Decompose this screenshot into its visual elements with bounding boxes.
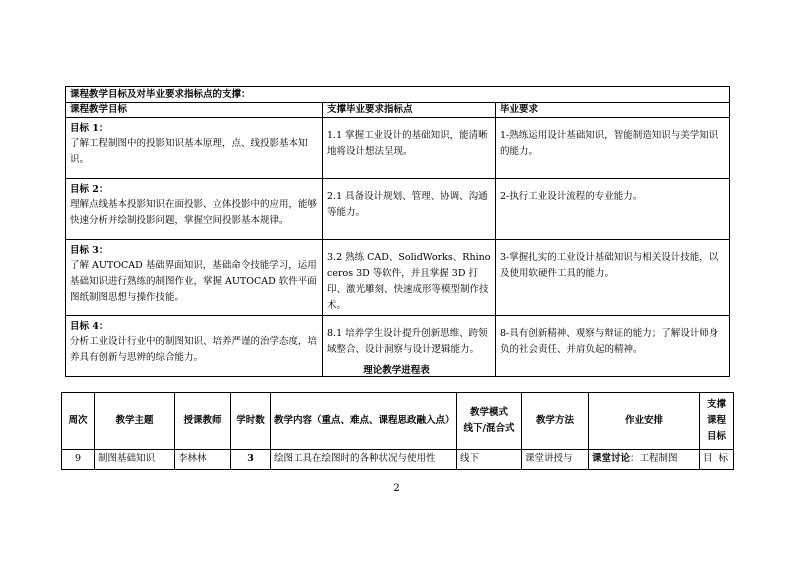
objective-label: 目标 2： (70, 184, 109, 195)
header-objective: 课程教学目标 (66, 103, 323, 118)
table-row (62, 450, 734, 470)
table-row (66, 240, 730, 316)
objective-label: 目标 3： (70, 245, 109, 256)
teaching-progress-table (61, 392, 734, 470)
indicator-cell: 1.1 掌握工业设计的基础知识，能清晰地将设计想法呈现。 (323, 118, 496, 179)
header-teacher: 授课教师 (175, 393, 231, 450)
topic-cell: 制图基础知识 (95, 450, 175, 470)
header-method: 教学方法 (522, 393, 589, 450)
requirement-cell: 2-执行工业设计流程的专业能力。 (496, 179, 730, 240)
header-target: 支撑 课程 目标 (700, 393, 734, 450)
homework-cell (589, 450, 700, 470)
indicator-cell: 2.1 具备设计规划、管理、协调、沟通等能力。 (323, 179, 496, 240)
target-cell: 目 标 (700, 450, 734, 470)
requirement-cell: 8-具有创新精神、观察与辩证的能力；了解设计师身负的社会责任、并肩负起的精神。 (496, 316, 730, 377)
week-cell: 9 (62, 450, 95, 470)
method-cell: 课堂讲授与 (522, 450, 589, 470)
header-content: 教学内容（重点、难点、课程思政融入点） (271, 393, 457, 450)
objective-cell (66, 118, 323, 179)
page-number: 2 (393, 483, 400, 494)
table-row (66, 118, 730, 179)
objectives-support-table (65, 86, 730, 377)
header-indicator: 支撑毕业要求指标点 (323, 103, 496, 118)
homework-text: ：工程制图 (630, 453, 678, 464)
requirement-cell: 3-掌握扎实的工业设计基础知识与相关设计技能，以及使用软硬件工具的能力。 (496, 240, 730, 316)
objective-label: 目标 1： (70, 123, 109, 134)
header-topic: 教学主题 (95, 393, 175, 450)
indicator-cell: 8.1 培养学生设计提升创新思维、跨领域整合、设计洞察与设计逻辑能力。 (323, 316, 496, 377)
header-homework: 作业安排 (589, 393, 700, 450)
table-title: 课程教学目标及对毕业要求指标点的支撑： (66, 87, 730, 103)
objective-text: 了解工程制图中的投影知识基本原理，点、线投影基本知识。 (70, 138, 308, 165)
header-week: 周次 (62, 393, 95, 450)
objective-text: 分析工业设计行业中的制图知识、培养严谨的治学态度，培养具有创新与思辨的综合能力。 (70, 336, 318, 363)
header-row (62, 393, 734, 450)
objective-text: 了解 AUTOCAD 基础界面知识，基础命令技能学习，运用基础知识进行熟练的制图作业，掌握 AUTOCAD 软件平面图纸制图思想与操作技能。 (70, 260, 317, 303)
indicator-cell: 3.2 熟练 CAD、SolidWorks、Rhinoceros 3D 等软件，并且掌握 3D 打印、激光雕刻、快速成形等模型制作技术。 (323, 240, 496, 316)
mode-cell: 线下 (457, 450, 522, 470)
homework-label: 课堂讨论 (592, 453, 631, 464)
header-mode: 教学模式 线下/混合式 (457, 393, 522, 450)
content-cell: 绘图工具在绘图时的各种状况与使用性 (271, 450, 457, 470)
requirement-cell: 1-熟练运用设计基础知识，智能制造知识与美学知识的能力。 (496, 118, 730, 179)
header-requirement: 毕业要求 (496, 103, 730, 118)
objective-text: 理解点线基本投影知识在面投影、立体投影中的应用，能够快速分析并绘制投影问题，掌握空间投影基本规律。 (70, 199, 318, 226)
hours-cell: 3 (231, 450, 271, 470)
teacher-cell: 李林林 (175, 450, 231, 470)
progress-table-title: 理论教学进程表 (363, 365, 430, 376)
objective-cell (66, 179, 323, 240)
objective-cell (66, 240, 323, 316)
objective-label: 目标 4： (70, 321, 109, 332)
table-row (66, 179, 730, 240)
header-hours: 学时数 (231, 393, 271, 450)
